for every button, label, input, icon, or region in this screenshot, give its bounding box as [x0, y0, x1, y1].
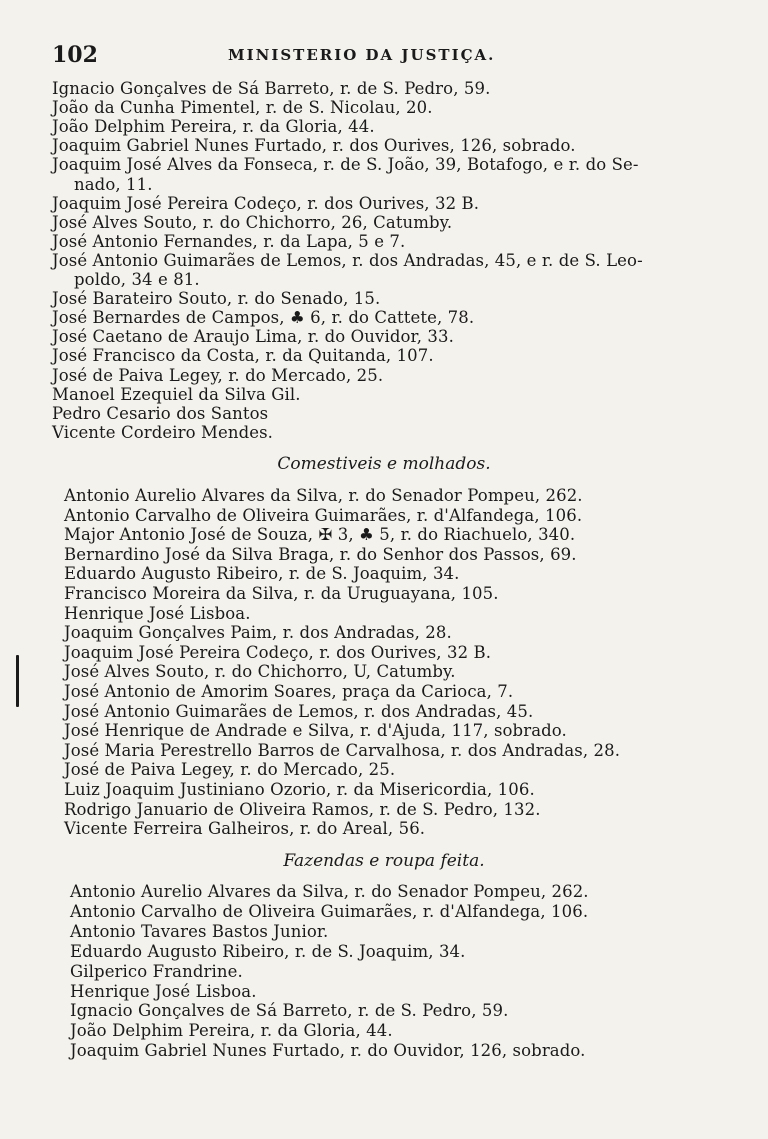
directory-entry: Luiz Joaquim Justiniano Ozorio, r. da Misericordia, 106. — [64, 780, 535, 799]
directory-entry: Bernardino José da Silva Braga, r. do Senhor dos Passos, 69. — [64, 545, 577, 564]
directory-entry: Joaquim José Alves da Fonseca, r. de S. João, 39, Botafogo, e r. do Se- — [52, 155, 639, 174]
directory-entry: José Alves Souto, r. do Chichorro, 26, Catumby. — [52, 213, 453, 232]
margin-mark — [16, 655, 19, 707]
directory-entry: José Bernardes de Campos, ♣ 6, r. do Cattete, 78. — [52, 308, 475, 327]
directory-entry: José Barateiro Souto, r. do Senado, 15. — [52, 289, 381, 308]
directory-entry: Eduardo Augusto Ribeiro, r. de S. Joaquim, 34. — [64, 564, 460, 583]
directory-entry: José Antonio Guimarães de Lemos, r. dos Andradas, 45. — [64, 702, 534, 721]
directory-entry: Joaquim Gabriel Nunes Furtado, r. do Ouvidor, 126, sobrado. — [70, 1041, 586, 1060]
page-number: 102 — [52, 42, 98, 68]
directory-entry: Antonio Tavares Bastos Junior. — [70, 922, 329, 941]
directory-entry: Antonio Aurelio Alvares da Silva, r. do Senador Pompeu, 262. — [70, 882, 589, 901]
directory-entry: José Francisco da Costa, r. da Quitanda, 107. — [52, 346, 434, 365]
directory-entry: José Maria Perestrello Barros de Carvalhosa, r. dos Andradas, 28. — [64, 741, 621, 760]
directory-entry: José de Paiva Legey, r. do Mercado, 25. — [52, 366, 384, 385]
directory-entry: Joaquim José Pereira Codeço, r. dos Ourives, 32 B. — [52, 194, 480, 213]
directory-entry: Joaquim Gabriel Nunes Furtado, r. dos Ourives, 126, sobrado. — [52, 136, 576, 155]
directory-entry: Antonio Carvalho de Oliveira Guimarães, r. d'Alfandega, 106. — [64, 506, 583, 525]
directory-entry: Antonio Carvalho de Oliveira Guimarães, r. d'Alfandega, 106. — [70, 902, 589, 921]
directory-entry: Henrique José Lisboa. — [70, 982, 257, 1001]
directory-entry: Henrique José Lisboa. — [64, 604, 251, 623]
directory-entry: Eduardo Augusto Ribeiro, r. de S. Joaquim, 34. — [70, 942, 466, 961]
directory-entry: José Antonio Guimarães de Lemos, r. dos Andradas, 45, e r. de S. Leo- — [52, 251, 643, 270]
directory-entry: João Delphim Pereira, r. da Gloria, 44. — [52, 117, 375, 136]
directory-entry: João Delphim Pereira, r. da Gloria, 44. — [70, 1021, 393, 1040]
running-head: MINISTERIO DA JUSTIÇA. — [228, 46, 496, 64]
directory-entry: Joaquim José Pereira Codeço, r. dos Ourives, 32 B. — [64, 643, 492, 662]
directory-entry: João da Cunha Pimentel, r. de S. Nicolau, 20. — [52, 98, 433, 117]
directory-entry: Major Antonio José de Souza, ✠ 3, ♣ 5, r. do Riachuelo, 340. — [64, 525, 576, 544]
directory-entry: Vicente Cordeiro Mendes. — [52, 423, 274, 442]
directory-entry: Antonio Aurelio Alvares da Silva, r. do Senador Pompeu, 262. — [64, 486, 583, 505]
directory-entry: José Alves Souto, r. do Chichorro, U, Catumby. — [64, 662, 456, 681]
directory-entry: Rodrigo Januario de Oliveira Ramos, r. de S. Pedro, 132. — [64, 800, 541, 819]
directory-entry: Francisco Moreira da Silva, r. da Uruguayana, 105. — [64, 584, 499, 603]
entry-continuation: poldo, 34 e 81. — [74, 270, 200, 289]
directory-entry: Gilperico Frandrine. — [70, 962, 243, 981]
directory-entry: Pedro Cesario dos Santos — [52, 404, 269, 423]
entry-continuation: nado, 11. — [74, 175, 153, 194]
directory-entry: Vicente Ferreira Galheiros, r. do Areal, 56. — [64, 819, 426, 838]
directory-entry: Joaquim Gonçalves Paim, r. dos Andradas, 28. — [64, 623, 452, 642]
section-title-comestiveis: Comestiveis e molhados. — [277, 454, 491, 474]
section-title-fazendas: Fazendas e roupa feita. — [283, 851, 485, 871]
page-header — [52, 42, 712, 70]
directory-entry: José Caetano de Araujo Lima, r. do Ouvidor, 33. — [52, 327, 454, 346]
directory-entry: José Henrique de Andrade e Silva, r. d'Ajuda, 117, sobrado. — [64, 721, 567, 740]
directory-entry: José de Paiva Legey, r. do Mercado, 25. — [64, 760, 396, 779]
directory-entry: Manoel Ezequiel da Silva Gil. — [52, 385, 301, 404]
directory-entry: José Antonio Fernandes, r. da Lapa, 5 e 7. — [52, 232, 406, 251]
directory-entry: Ignacio Gonçalves de Sá Barreto, r. de S. Pedro, 59. — [70, 1001, 509, 1020]
directory-entry: Ignacio Gonçalves de Sá Barreto, r. de S. Pedro, 59. — [52, 79, 491, 98]
directory-entry: José Antonio de Amorim Soares, praça da Carioca, 7. — [64, 682, 514, 701]
